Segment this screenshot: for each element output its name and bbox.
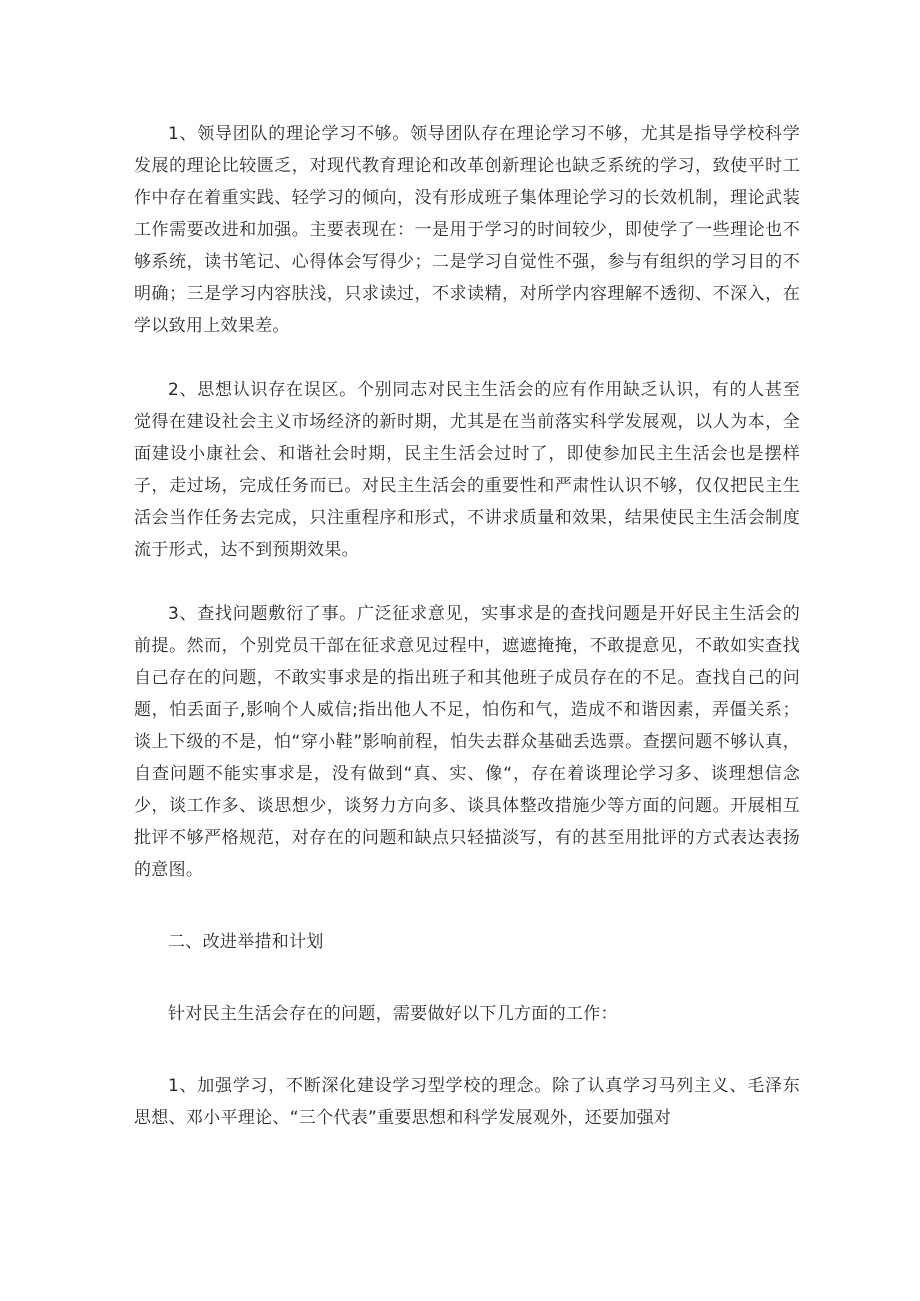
paragraph-strengthen-study: 1、加强学习，不断深化建设学习型学校的理念。除了认真学习马列主义、毛泽东思想、邓小平理论、“三个代表”重要思想和科学发展观外，还要加强对	[134, 1076, 800, 1128]
paragraph-intro-work: 针对民主生活会存在的问题，需要做好以下几方面的工作：	[168, 1004, 618, 1024]
paragraph-problem-finding: 3、查找问题敷衍了事。广泛征求意见，实事求是的查找问题是开好民主生活会的前提。然而，个别党员干部在征求意见过程中，遮遮掩掩，不敢提意见，不敢如实查找自己存在的问题，不敢实事求是的指出班子和其他班子成员存在的不足。查找自己的问题，怕丢面子,影响个人威信;指出他人不足，怕伤和气，造成不和谐因素，弄僵关系；谈上下级的不是，怕“穿小鞋”影响前程，怕失去群众基础丢选票。查摆问题不够认真，自查问题不能实事求是，没有做到“真、实、像“，存在着谈理论学习多、谈理想信念少，谈工作多、谈思想少，谈努力方向多、谈具体整改措施少等方面的问题。开展相互批评不够严格规范，对存在的问题和缺点只轻描淡写，有的甚至用批评的方式表达表扬的意图。	[134, 604, 800, 880]
paragraph-theory-study: 1、领导团队的理论学习不够。领导团队存在理论学习不够，尤其是指导学校科学发展的理论比较匮乏，对现代教育理论和改革创新理论也缺乏系统的学习，致使平时工作中存在着重实践、轻学习的倾向，没有形成班子集体理论学习的长效机制，理论武装工作需要改进和加强。主要表现在：一是用于学习的时间较少，即使学了一些理论也不够系统，读书笔记、心得体会写得少；二是学习自觉性不强，参与有组织的学习目的不明确；三是学习内容肤浅，只求读过，不求读精，对所学内容理解不透彻、不深入，在学以致用上效果差。	[134, 124, 800, 336]
paragraph-thinking-misconception: 2、思想认识存在误区。个别同志对民主生活会的应有作用缺乏认识，有的人甚至觉得在建设社会主义市场经济的新时期，尤其是在当前落实科学发展观，以人为本，全面建设小康社会、和谐社会时期，民主生活会过时了，即使参加民主生活会也是摆样子，走过场，完成任务而已。对民主生活会的重要性和严肃性认识不够，仅仅把民主生活会当作任务去完成，只注重程序和形式，不讲求质量和效果，结果使民主生活会制度流于形式，达不到预期效果。	[134, 380, 800, 560]
section-heading-improvement: 二、改进举措和计划	[168, 932, 324, 952]
